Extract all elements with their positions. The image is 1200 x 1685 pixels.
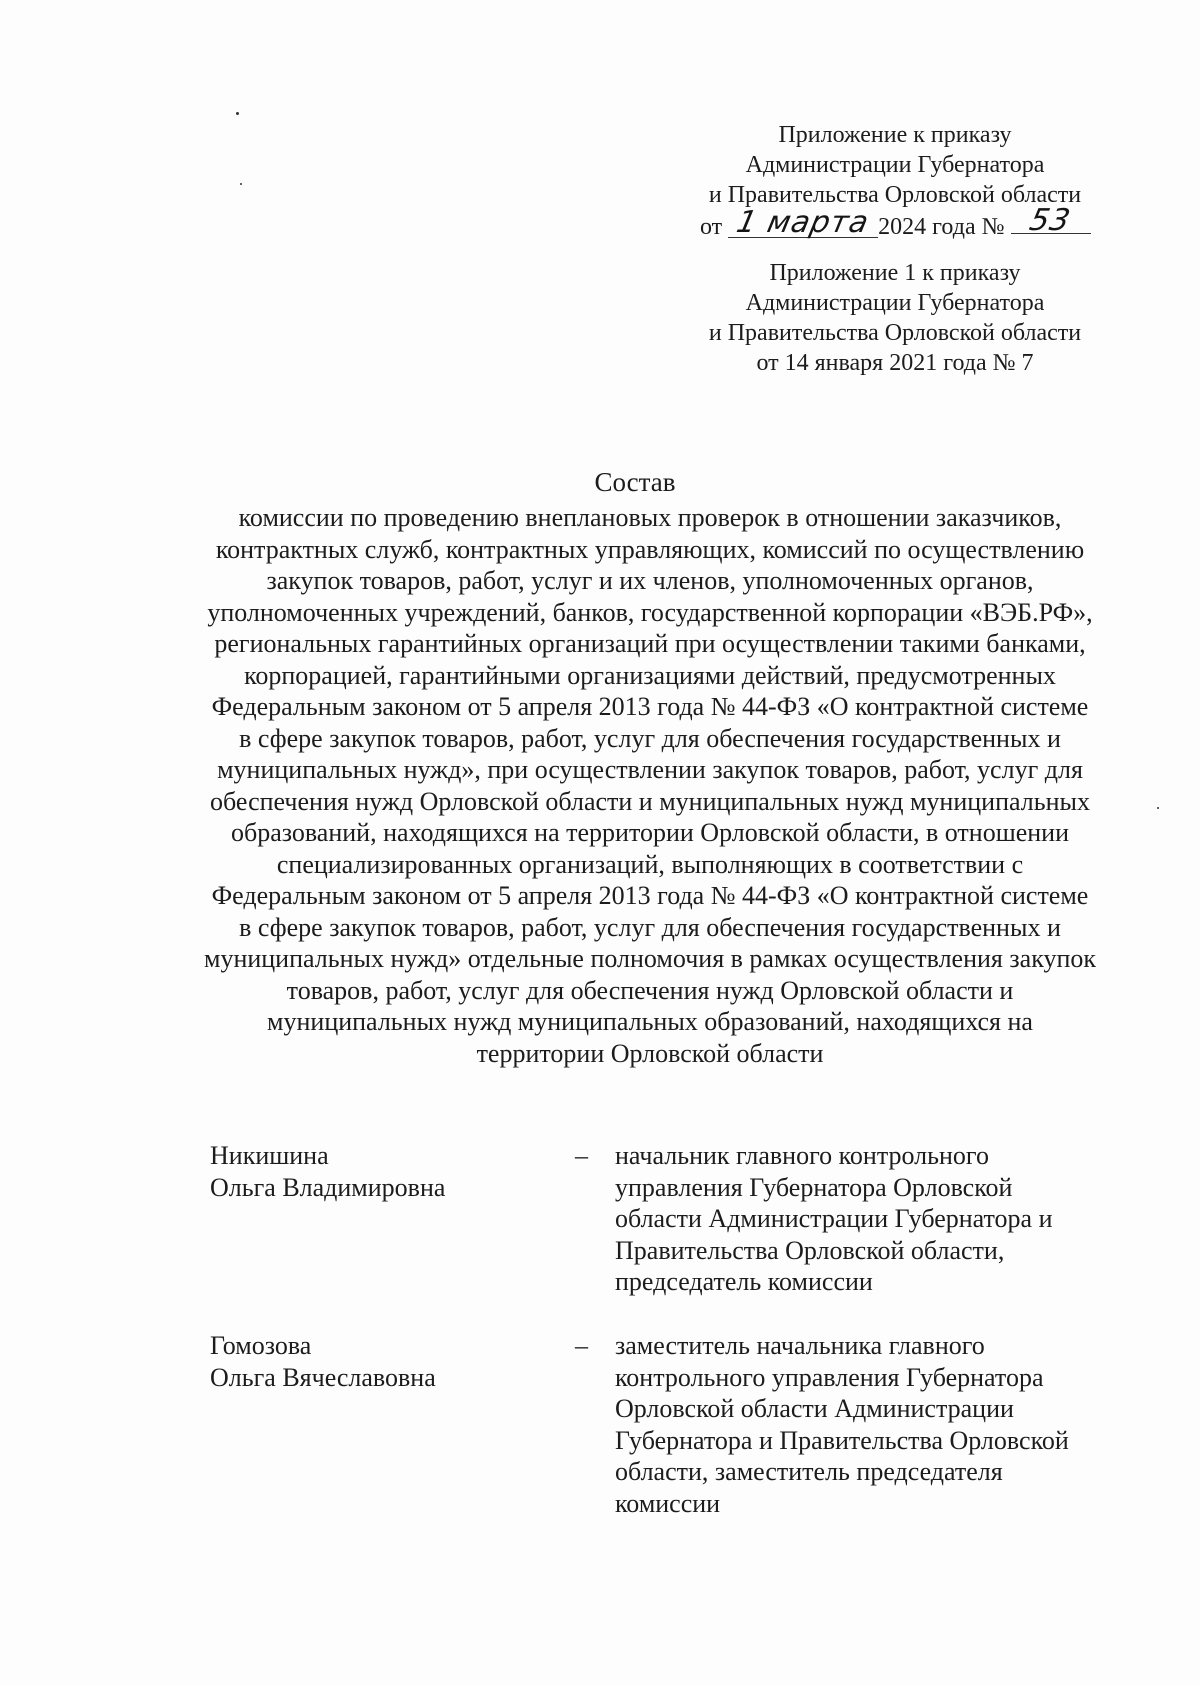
member-name [210,1140,570,1203]
appendix-header-original [700,258,1090,378]
subtitle-line: комиссии по проведению внеплановых проверок в отношении заказчиков, [238,503,1062,532]
subtitle-line: товаров, работ, услуг для обеспечения нужд Орловской области и [286,975,1014,1005]
handwritten-number-text: 53 [1026,203,1075,238]
subtitle-line: региональных гарантийных организаций при осуществлении такими банками, [214,629,1086,658]
member-role-line: начальник главного контрольного [615,1141,989,1170]
appendix-header-line: от 14 января 2021 года № 7 [756,350,1034,376]
scan-speck [240,183,242,185]
handwritten-number [1011,203,1091,238]
member-role-line: комиссии [615,1488,721,1518]
member-given-names: Ольга Владимировна [210,1172,446,1202]
member-role [615,1140,1135,1298]
member-role-line: Правительства Орловской области, [615,1235,1005,1265]
handwritten-date-text: 1 марта [733,205,873,240]
subtitle-line: специализированных организаций, выполняющих в соответствии с [276,849,1024,879]
subtitle-line: муниципальных нужд муниципальных образований, находящихся на [267,1007,1033,1036]
member-surname: Никишина [210,1141,329,1170]
date-prefix: от [700,214,723,240]
subtitle-line: обеспечения нужд Орловской области и муниципальных нужд муниципальных [210,786,1090,816]
document-title: Состав [594,467,676,497]
subtitle-line: в сфере закупок товаров, работ, услуг для обеспечения государственных и [239,912,1061,942]
subtitle-line: уполномоченных учреждений, банков, государственной корпорации «ВЭБ.РФ», [207,597,1093,627]
year-number-label: 2024 года № [878,214,1005,240]
appendix-date-line [700,203,1090,242]
subtitle-line: Федеральным законом от 5 апреля 2013 года № 44-ФЗ «О контрактной системе [211,881,1089,910]
document-subtitle [150,502,1150,1069]
member-role-line: управления Губернатора Орловской [615,1172,1013,1202]
appendix-header-line: Администрации Губернатора [745,152,1045,178]
appendix-header-line: Администрации Губернатора [745,290,1045,316]
appendix-header-line: и Правительства Орловской области [708,182,1082,208]
subtitle-line: контрактных служб, контрактных управляющих, комиссий по осуществлению [215,534,1085,564]
member-role-line: области, заместитель председателя [615,1457,1003,1486]
member-surname: Гомозова [210,1331,312,1360]
member-dash: – [575,1331,588,1360]
subtitle-line: муниципальных нужд» отдельные полномочия в рамках осуществления закупок [203,944,1097,973]
scan-speck [236,112,239,115]
appendix-header-line: Приложение 1 к приказу [769,260,1021,286]
member-role-line: председатель комиссии [615,1267,873,1296]
subtitle-line: муниципальных нужд», при осуществлении закупок товаров, работ, услуг для [217,755,1083,784]
subtitle-line: закупок товаров, работ, услуг и их членов, уполномоченных органов, [266,566,1034,595]
member-dash: – [575,1141,588,1170]
member-role-line: заместитель начальника главного [615,1331,985,1360]
member-role-line: Губернатора и Правительства Орловской [615,1425,1069,1455]
subtitle-line: корпорацией, гарантийными организациями действий, предусмотренных [244,660,1056,690]
appendix-header-line: Приложение к приказу [778,122,1012,148]
appendix-header-current [700,120,1090,242]
scan-speck [1157,807,1159,809]
member-given-names: Ольга Вячеславовна [210,1362,436,1392]
subtitle-line: Федеральным законом от 5 апреля 2013 года № 44-ФЗ «О контрактной системе [211,692,1089,721]
appendix-header-line: и Правительства Орловской области [708,320,1082,346]
subtitle-line: в сфере закупок товаров, работ, услуг для обеспечения государственных и [239,723,1061,753]
member-role-line: Орловской области Администрации [615,1394,1014,1423]
member-role-line: области Администрации Губернатора и [615,1204,1053,1233]
member-role-line: контрольного управления Губернатора [615,1362,1044,1392]
subtitle-line: территории Орловской области [476,1038,824,1068]
subtitle-line: образований, находящихся на территории Орловской области, в отношении [230,818,1070,847]
member-role [615,1330,1135,1519]
member-name [210,1330,570,1393]
handwritten-date [728,205,878,240]
